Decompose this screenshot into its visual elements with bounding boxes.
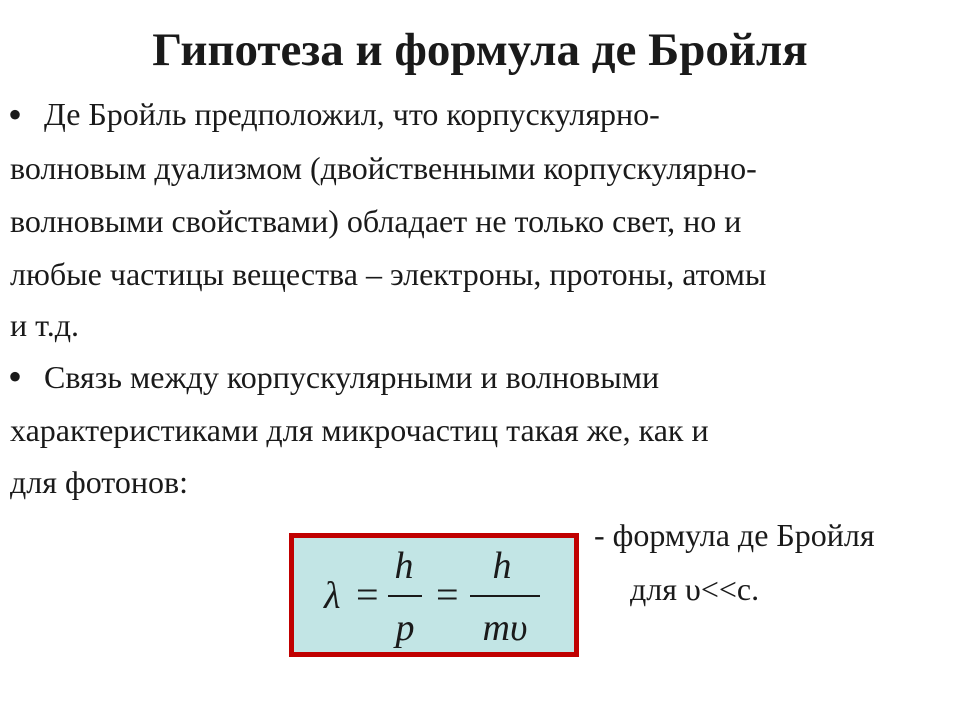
paragraph1-line3: волновыми свойствами) обладает не только свет, но и xyxy=(10,203,742,239)
formula-denominator-1: p xyxy=(395,607,415,649)
paragraph2-line2: характеристиками для микрочастиц такая же, как и xyxy=(10,412,709,448)
bullet-marker: • xyxy=(8,92,23,137)
paragraph1-line5: и т.д. xyxy=(10,307,79,343)
paragraph2-line1: Связь между корпускулярными и волновыми xyxy=(44,359,660,395)
formula-numerator-1: h xyxy=(394,545,414,587)
formula-denominator-2: mυ xyxy=(482,607,528,649)
paragraph1-line4: любые частицы вещества – электроны, протоны, атомы xyxy=(10,256,767,292)
slide-title: Гипотеза и формула де Бройля xyxy=(152,24,808,76)
formula-box xyxy=(289,533,579,657)
formula-lambda: λ xyxy=(324,575,341,617)
formula-equals-1: = xyxy=(356,572,379,617)
velocity-condition: для υ<<c. xyxy=(630,571,760,607)
paragraph1-line1: Де Бройль предположил, что корпускулярно- xyxy=(44,96,660,132)
formula-numerator-2: h xyxy=(492,545,512,587)
paragraph2-line3: для фотонов: xyxy=(10,464,188,500)
formula-equals-2: = xyxy=(436,572,459,617)
de-broglie-formula xyxy=(294,538,574,652)
bullet-marker: • xyxy=(8,354,23,399)
paragraph1-line2: волновым дуализмом (двойственными корпускулярно- xyxy=(10,150,757,186)
formula-caption: - формула де Бройля xyxy=(594,517,875,553)
